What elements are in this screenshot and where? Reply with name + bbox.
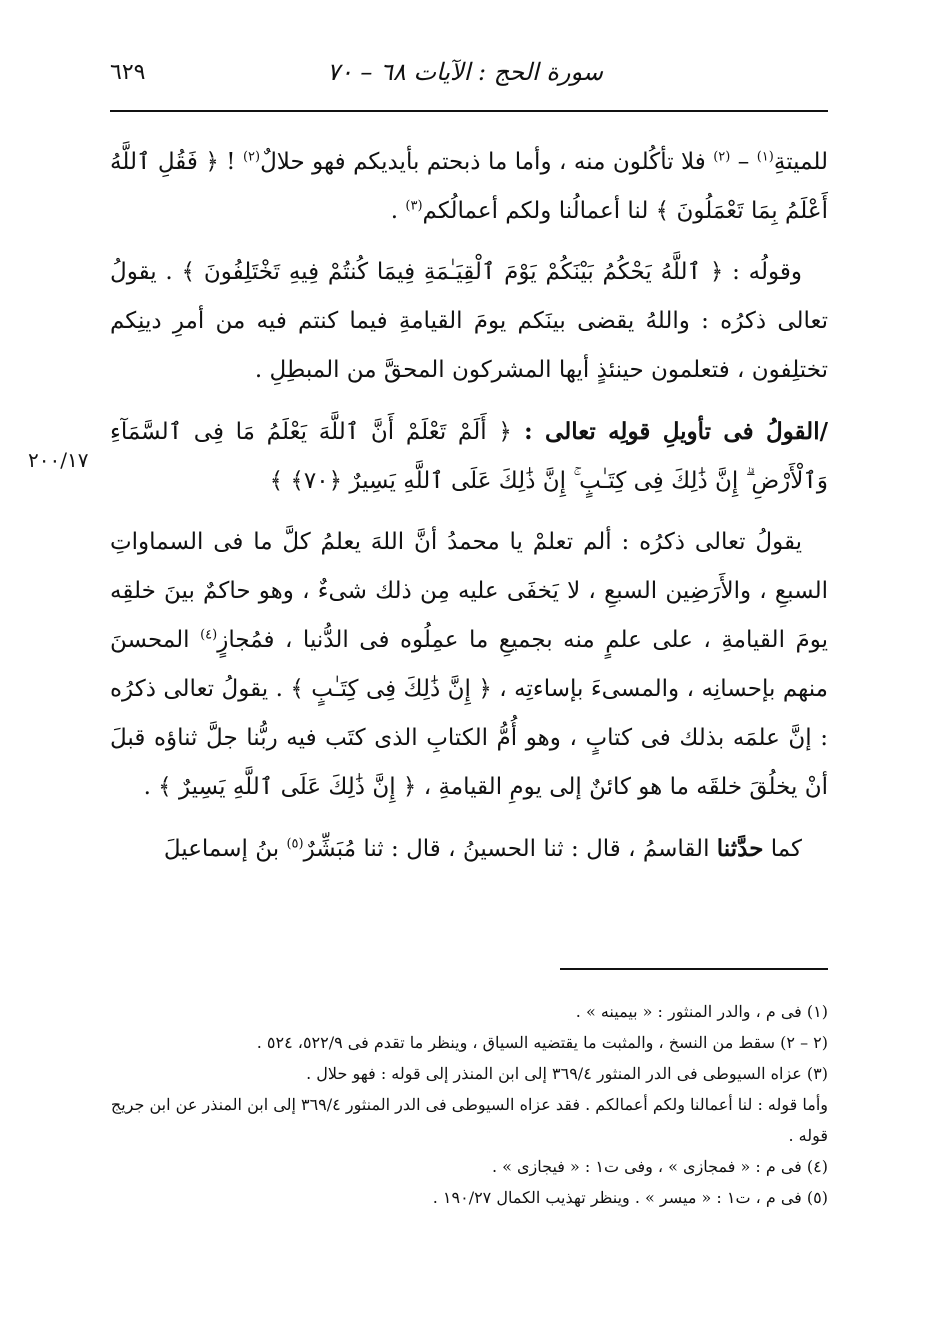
footnote-marker: (٢) [713,149,731,165]
paragraph [110,138,828,236]
footnote: وأما قوله : لنا أعمالنا ولكم أعمالكم . فقد عزاه السيوطى فى الدر المنثور ٣٦٩/٤ إلى ابن المنذر عن ابن جريج قوله . [110,1095,828,1145]
footnote-marker: (٢) [242,149,261,165]
paragraph [110,518,828,812]
text-segment: القاسمُ ، قال : ثنا الحسينُ ، قال : ثنا مُبَشِّرٌ [303,836,717,862]
text-segment: – [730,149,757,175]
footnotes [110,996,828,1213]
text-segment: فلا تأكُلون منه ، وأما ما ذبحتم بأيديكم فهو حلالٌ [260,149,714,175]
text-segment: للميتةِ [773,149,828,175]
margin-reference: ٢٠٠/١٧ [28,448,89,472]
text-segment: المحسنَ منهم بإحسانِه ، والمسىءَ بإساءتِه ، ﴿ إِنَّ ذَٰلِكَ فِى كِتَـٰبٍ ﴾ . يقولُ تعالى ذكرُه : إنَّ علمَه بذلك فى كتابٍ ، وهو أُمُّ الكتابِ الذى كتَب فيه ربُّنا جلَّ ثناؤه قبلَ أنْ يخلُقَ خلقَه ما هو كائنٌ إلى يومِ القيامةِ ، ﴿ إِنَّ ذَٰلِكَ عَلَى ٱللَّهِ يَسِيرٌ ﴾ . [110,627,828,800]
page-header [110,58,828,94]
footnote: (٣) عزاه السيوطى فى الدر المنثور ٣٦٩/٤ إلى ابن المنذر إلى قوله : فهو حلال . [306,1064,828,1083]
paragraph [110,407,828,506]
paragraph [110,248,828,395]
running-title: سورة الحج : الآيات ٦٨ – ٧٠ [326,58,603,86]
text-segment: حدَّثنا [716,835,764,862]
footnote: (٥) فى م ، ت١ : « ميسر » . وينظر تهذيب الكمال ١٩٠/٢٧ . [432,1188,828,1207]
text-segment: يقولُ تعالى ذكرُه : ألم تعلمْ يا محمدُ أنَّ اللهَ يعلمُ كلَّ ما فى السماواتِ السبعِ ، والأَرَضِين السبعِ ، لا يَخفَى عليه مِن ذلك شىءٌ ، وهو حاكمٌ بينَ خلقِه يومَ القيامةِ ، على علمٍ منه بجميعِ ما عمِلُوه فى الدُّنيا ، فمُجازٍ [110,529,828,653]
page-number: ٦٢٩ [110,60,146,85]
text-segment: ﴿ أَلَمْ تَعْلَمْ أَنَّ ٱللَّهَ يَعْلَمُ مَا فِى ٱلسَّمَآءِ وَٱلْأَرْضِ ۗ إِنَّ ذَٰلِكَ فِى كِتَـٰبٍ ۚ إِنَّ ذَٰلِكَ عَلَى ٱللَّهِ يَسِيرٌ ﴿٧٠﴾ ﴾ [110,419,828,494]
footnote: (٤) فى م : « فمجازى » ، وفى ت١ : « فيجازى » . [491,1157,828,1176]
footnote-rule [560,968,828,970]
text-segment: كما [763,836,802,862]
footnote-marker: (٣) [405,198,423,214]
body-text [110,138,828,886]
header-rule [110,110,828,112]
text-segment: /القولُ فى تأويلِ قولِه تعالى : [511,418,828,445]
text-segment: ! ﴿ فَقُلِ ٱللَّهُ أَعْلَمُ بِمَا تَعْمَلُونَ ﴾ لنا أعمالُنا ولكم أعمالُكم [110,149,828,224]
text-segment: بنُ إسماعيلَ [163,836,287,862]
footnote-marker: (٥) [286,836,304,852]
paragraph [110,824,828,874]
text-segment: . [390,198,406,224]
footnote: (١) فى م ، والدر المنثور : « بيمينه » . [575,1002,828,1021]
text-segment: وقولُه : ﴿ ٱللَّهُ يَحْكُمُ بَيْنَكُمْ يَوْمَ ٱلْقِيَـٰمَةِ فِيمَا كُنتُمْ فِيهِ تَخْتَلِفُونَ ﴾ . يقولُ تعالى ذكرُه : واللهُ يقضى بينَكم يومَ القيامةِ فيما كنتم فيه من أمرِ دينِكم تختلِفون ، فتعلمون حينئذٍ أيها المشركون المحقَّ من المبطِلِ . [110,259,828,383]
footnote: (٢ – ٢) سقط من النسخ ، والمثبت ما يقتضيه السياق ، وينظر ما تقدم فى ٥٢٢/٩، ٥٢٤ . [256,1033,828,1052]
footnote-marker: (٤) [200,627,218,643]
footnote-marker: (١) [756,149,774,165]
